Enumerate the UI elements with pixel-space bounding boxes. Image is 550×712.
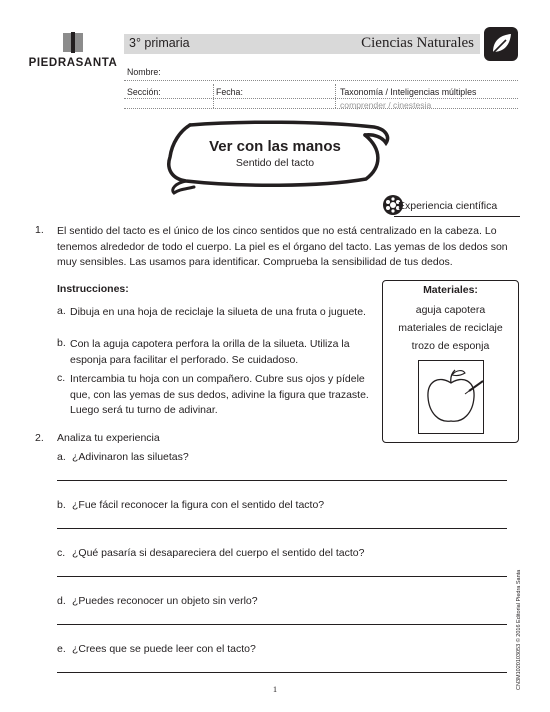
answer-line[interactable] [57, 624, 507, 625]
answer-line[interactable] [57, 576, 507, 577]
answer-line[interactable] [57, 528, 507, 529]
question-text: ¿Crees que se puede leer con el tacto? [72, 643, 256, 655]
document-code: CN3M1020103053 © 2016 Editorial Piedra Santa [516, 569, 522, 690]
material-item: materiales de reciclaje [398, 322, 503, 334]
question-text: ¿Puedes reconocer un objeto sin verlo? [72, 595, 258, 607]
section-heading: Analiza tu experiencia [57, 432, 160, 444]
question-letter: d. [57, 595, 66, 607]
badge-underline [394, 216, 520, 217]
section-label: Sección: [127, 87, 161, 97]
question-letter: c. [57, 547, 66, 559]
grade-label: 3° primaria [129, 36, 190, 50]
question-letter: a. [57, 451, 66, 463]
list-item: Con la aguja capotera perfora la orilla de la silueta. Utiliza la esponja para facilitar el perforado. Se cuidadoso. [70, 338, 350, 366]
leaf-icon [484, 27, 518, 61]
field-divider [335, 84, 336, 108]
taxonomy-value: comprender / cinestesia [340, 100, 432, 110]
apple-icon [418, 360, 484, 434]
question-text: ¿Fue fácil reconocer la figura con el sentido del tacto? [72, 499, 325, 511]
question-text: ¿Qué pasaría si desapareciera del cuerpo el sentido del tacto? [72, 547, 365, 559]
book-icon [60, 32, 86, 54]
section-date-field[interactable] [124, 98, 518, 99]
material-item: aguja capotera [415, 304, 486, 316]
name-label: Nombre: [127, 67, 161, 77]
list-item-letter: b. [57, 337, 66, 349]
date-label: Fecha: [216, 87, 243, 97]
page-title: Ver con las manos [209, 138, 341, 155]
section-number: 2. [35, 432, 44, 444]
list-item-letter: c. [57, 372, 66, 384]
question-letter: e. [57, 643, 66, 655]
section-number: 1. [35, 224, 44, 236]
taxonomy-label: Taxonomía / Inteligencias múltiples [340, 87, 477, 97]
brand-name: PIEDRASANTA [28, 57, 118, 69]
header-bar [124, 34, 480, 54]
list-item-letter: a. [57, 305, 66, 317]
name-field[interactable] [124, 80, 518, 81]
answer-line[interactable] [57, 480, 507, 481]
list-item: Intercambia tu hoja con un compañero. Cubre sus ojos y pídele que, con las yemas de sus dedos, adivine la figura que trazaste. Luego será tu turno de adivinar. [70, 373, 369, 416]
intro-paragraph: El sentido del tacto es el único de los cinco sentidos que no está centralizado en la cabeza. Lo tenemos alrededor de todo el cuerpo. La piel es el órgano del tacto. Las yemas de los dedos son muy sensibles. Las usamos para identificar. Comprueba la sensibilidad de tus dedos. [57, 225, 508, 268]
instructions-heading: Instrucciones: [57, 283, 129, 295]
field-bottom-line [124, 108, 518, 109]
badge-label: Experiencia científica [398, 200, 498, 212]
page-subtitle: Sentido del tacto [235, 157, 315, 169]
field-divider [213, 84, 214, 108]
materials-heading: Materiales: [423, 284, 478, 296]
question-letter: b. [57, 499, 66, 511]
answer-line[interactable] [57, 672, 507, 673]
question-text: ¿Adivinaron las siluetas? [72, 451, 189, 463]
subject-title: Ciencias Naturales [361, 35, 474, 51]
brand-logo [28, 32, 118, 69]
page-number: 1 [272, 684, 278, 694]
list-item: Dibuja en una hoja de reciclaje la silueta de una fruta o juguete. [70, 306, 366, 318]
material-item: trozo de esponja [411, 340, 490, 352]
